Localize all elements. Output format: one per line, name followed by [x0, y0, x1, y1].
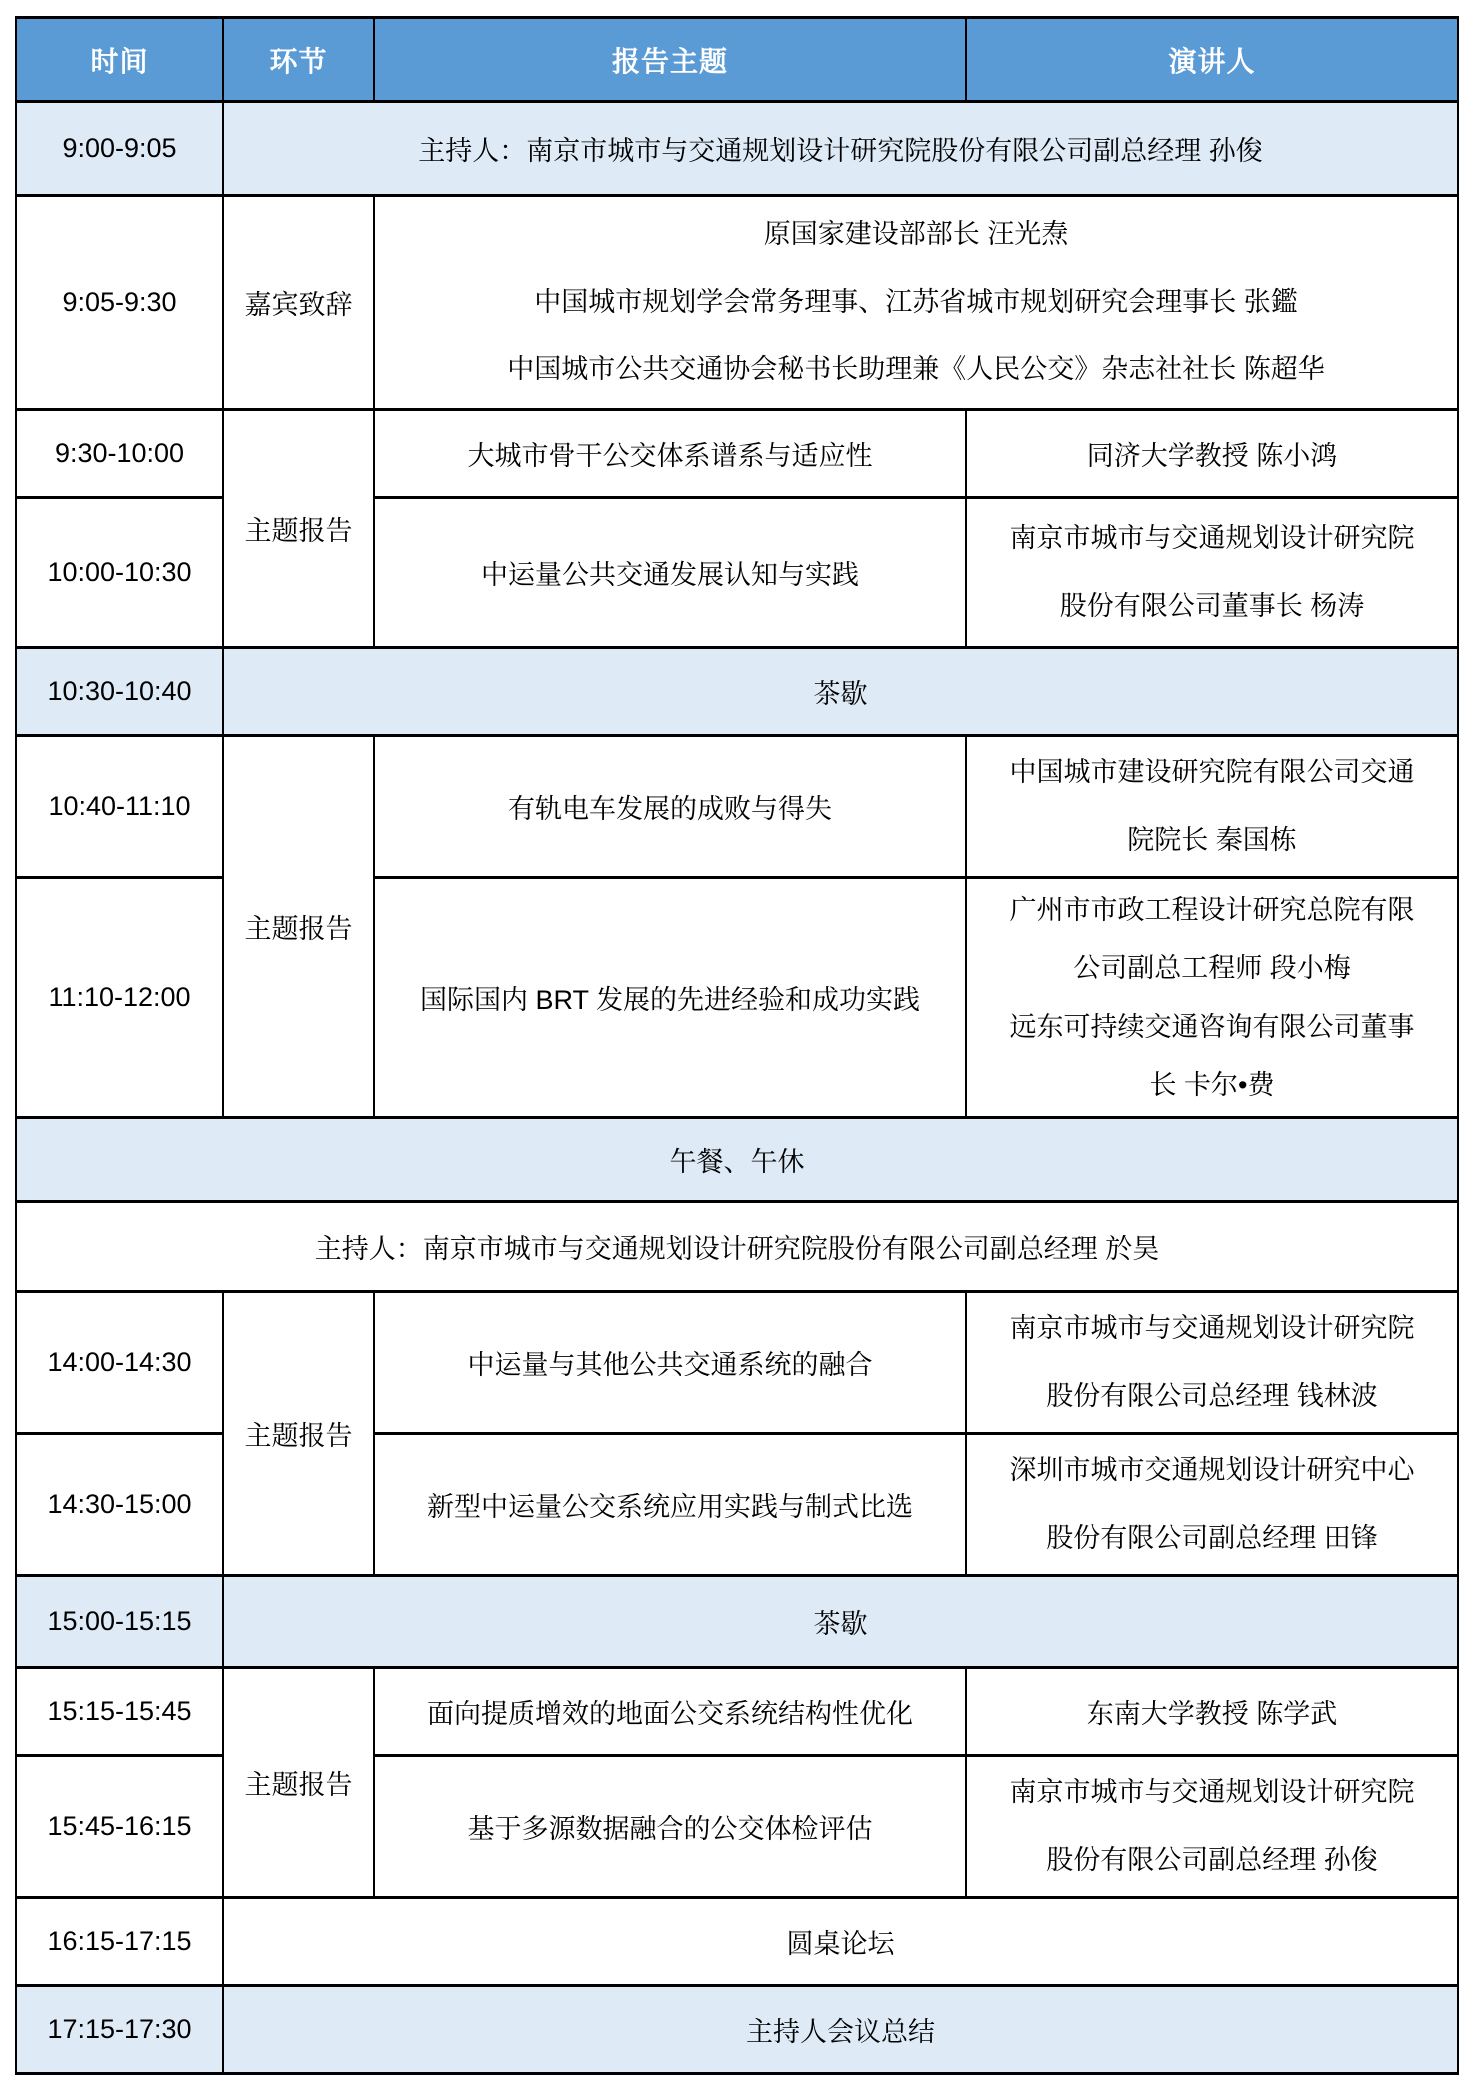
session-afternoon-reports-1: 主题报告 [223, 1292, 374, 1576]
time-closing: 17:15-17:30 [16, 1986, 223, 2074]
guest-remark-line: 中国城市公共交通协会秘书长助理兼《人民公交》杂志社社长 陈超华 [507, 354, 1325, 385]
cell-tea-break-2: 茶歇 [223, 1576, 1458, 1668]
time-talk4: 11:10-12:00 [16, 878, 223, 1118]
speaker-talk7: 东南大学教授 陈学武 [966, 1668, 1458, 1756]
topic-talk8: 基于多源数据融合的公交体检评估 [374, 1756, 966, 1898]
cell-lunch: 午餐、午休 [16, 1118, 1458, 1202]
guest-remark-line: 原国家建设部部长 汪光焘 [763, 219, 1069, 250]
speaker-line: 南京市城市与交通规划设计研究院 [1009, 1777, 1415, 1807]
conference-agenda-table [15, 16, 1459, 2075]
topic-talk6: 新型中运量公交系统应用实践与制式比选 [374, 1434, 966, 1576]
header-col-speaker: 演讲人 [966, 18, 1458, 102]
time-talk7: 15:15-15:45 [16, 1668, 223, 1756]
row-talk7 [16, 1668, 1458, 1756]
speaker-line: 院院长 秦国栋 [1127, 824, 1297, 855]
table-header-row [16, 18, 1458, 102]
speaker-line: 广州市市政工程设计研究总院有限 [1009, 895, 1415, 926]
time-guest-remarks: 9:05-9:30 [16, 196, 223, 410]
row-tea-break-1 [16, 648, 1458, 736]
time-talk5: 14:00-14:30 [16, 1292, 223, 1434]
cell-roundtable: 圆桌论坛 [223, 1898, 1458, 1986]
session-morning-reports-2: 主题报告 [223, 736, 374, 1118]
row-talk3 [16, 736, 1458, 878]
row-tea-break-2 [16, 1576, 1458, 1668]
speaker-line: 南京市城市与交通规划设计研究院 [1009, 523, 1415, 553]
row-guest-remarks [16, 196, 1458, 410]
topic-talk4: 国际国内 BRT 发展的先进经验和成功实践 [374, 878, 966, 1118]
cell-tea-break-1: 茶歇 [223, 648, 1458, 736]
speaker-line: 深圳市城市交通规划设计研究中心 [1009, 1455, 1415, 1485]
time-tea-break-1: 10:30-10:40 [16, 648, 223, 736]
topic-talk3: 有轨电车发展的成败与得失 [374, 736, 966, 878]
cell-host-morning: 主持人：南京市城市与交通规划设计研究院股份有限公司副总经理 孙俊 [223, 102, 1458, 196]
speaker-line: 股份有限公司董事长 杨涛 [1059, 590, 1365, 621]
speaker-line: 远东可持续交通咨询有限公司董事 [1009, 1011, 1415, 1042]
speaker-line: 股份有限公司副总经理 田锋 [1046, 1522, 1378, 1553]
time-roundtable: 16:15-17:15 [16, 1898, 223, 1986]
speaker-line: 长 卡尔•费 [1149, 1069, 1275, 1100]
topic-talk7: 面向提质增效的地面公交系统结构性优化 [374, 1668, 966, 1756]
time-talk3: 10:40-11:10 [16, 736, 223, 878]
cell-guest-remarks [374, 196, 1458, 410]
speaker-talk3 [966, 736, 1458, 878]
time-talk1: 9:30-10:00 [16, 410, 223, 498]
guest-remark-line: 中国城市规划学会常务理事、江苏省城市规划研究会理事长 张鑑 [534, 286, 1298, 317]
cell-closing: 主持人会议总结 [223, 1986, 1458, 2074]
header-col-time: 时间 [16, 18, 223, 102]
speaker-talk5 [966, 1292, 1458, 1434]
time-host-morning: 9:00-9:05 [16, 102, 223, 196]
time-talk2: 10:00-10:30 [16, 498, 223, 648]
speaker-talk6 [966, 1434, 1458, 1576]
time-tea-break-2: 15:00-15:15 [16, 1576, 223, 1668]
row-roundtable [16, 1898, 1458, 1986]
topic-talk5: 中运量与其他公共交通系统的融合 [374, 1292, 966, 1434]
speaker-line: 股份有限公司副总经理 孙俊 [1046, 1844, 1378, 1875]
speaker-line: 南京市城市与交通规划设计研究院 [1009, 1313, 1415, 1343]
speaker-talk1: 同济大学教授 陈小鸿 [966, 410, 1458, 498]
row-host-afternoon [16, 1202, 1458, 1292]
speaker-line: 公司副总工程师 段小梅 [1073, 953, 1351, 984]
row-talk1 [16, 410, 1458, 498]
row-lunch [16, 1118, 1458, 1202]
cell-host-afternoon: 主持人：南京市城市与交通规划设计研究院股份有限公司副总经理 於昊 [16, 1202, 1458, 1292]
speaker-talk4 [966, 878, 1458, 1118]
header-col-topic: 报告主题 [374, 18, 966, 102]
row-talk5 [16, 1292, 1458, 1434]
speaker-line: 中国城市建设研究院有限公司交通 [1009, 757, 1415, 787]
session-guest-remarks: 嘉宾致辞 [223, 196, 374, 410]
row-host-morning [16, 102, 1458, 196]
topic-talk2: 中运量公共交通发展认知与实践 [374, 498, 966, 648]
time-talk6: 14:30-15:00 [16, 1434, 223, 1576]
row-closing [16, 1986, 1458, 2074]
topic-talk1: 大城市骨干公交体系谱系与适应性 [374, 410, 966, 498]
time-talk8: 15:45-16:15 [16, 1756, 223, 1898]
session-morning-reports-1: 主题报告 [223, 410, 374, 648]
speaker-talk8 [966, 1756, 1458, 1898]
header-col-session: 环节 [223, 18, 374, 102]
speaker-line: 股份有限公司总经理 钱林波 [1046, 1380, 1378, 1411]
speaker-talk2 [966, 498, 1458, 648]
session-afternoon-reports-2: 主题报告 [223, 1668, 374, 1898]
